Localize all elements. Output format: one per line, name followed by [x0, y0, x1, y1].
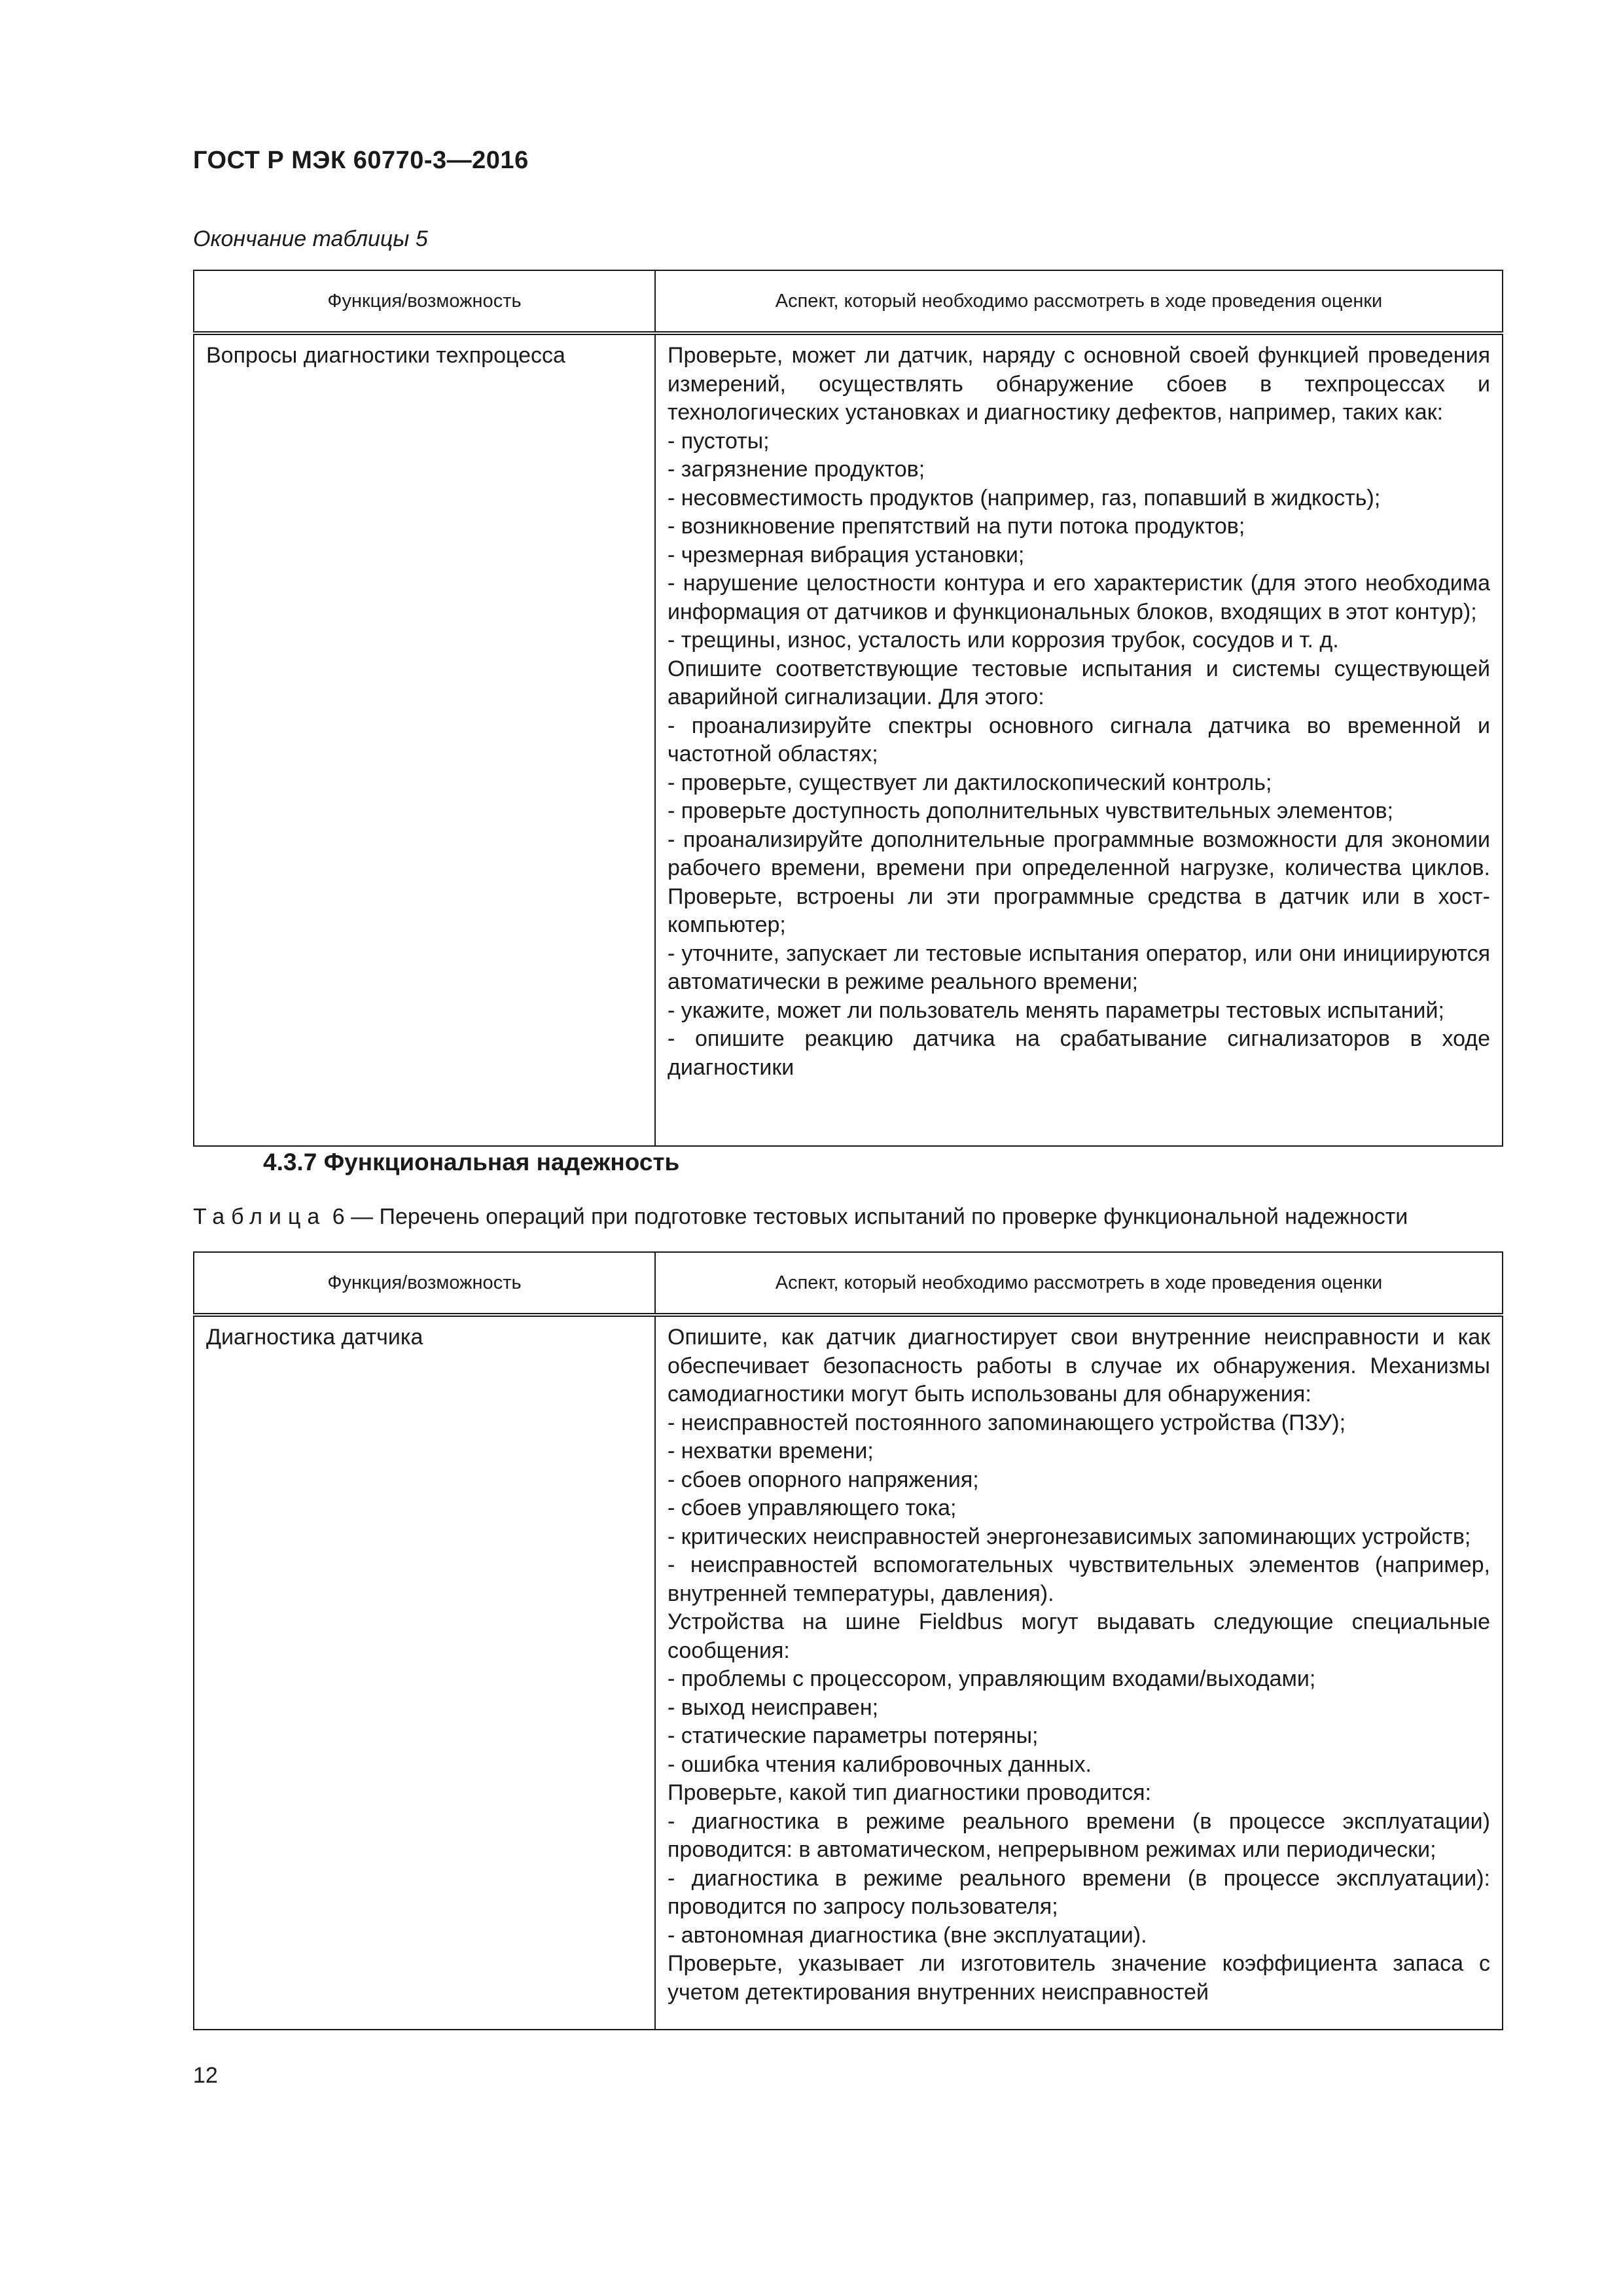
aspect-line: - уточните, запускает ли тестовые испытания оператор, или они инициируются автоматически в режиме реального времени;: [668, 941, 1490, 994]
table-5: [193, 270, 1503, 1147]
aspect-line: Опишите соответствующие тестовые испытания и системы существующей аварийной сигнализации. Для этого:: [668, 656, 1490, 709]
table6-function-cell: Диагностика датчика: [194, 1315, 655, 2030]
aspect-line: - укажите, может ли пользователь менять параметры тестовых испытаний;: [668, 997, 1444, 1023]
aspect-line: - проанализируйте дополнительные программные возможности для экономии рабочего времени, времени при определенной нагрузке, количества циклов. Проверьте, встроены ли эти программные средства в датчик или в хост-компьютер;: [668, 827, 1490, 937]
aspect-line: - ошибка чтения калибровочных данных.: [668, 1751, 1092, 1777]
table5-col-function: Функция/возможность: [194, 270, 655, 333]
aspect-line: Проверьте, какой тип диагностики проводится:: [668, 1780, 1152, 1805]
table6-caption-text: 6 — Перечень операций при подготовке тестовых испытаний по проверке функциональной надежности: [326, 1204, 1408, 1229]
aspect-line: - загрязнение продуктов;: [668, 457, 925, 482]
aspect-line: - проверьте доступность дополнительных чувствительных элементов;: [668, 798, 1393, 823]
table6-caption-label: Таблица: [193, 1204, 327, 1229]
aspect-line: - диагностика в режиме реального времени (в процессе эксплуатации): проводится по запросу пользователя;: [668, 1865, 1490, 1919]
aspect-line: - автономная диагностика (вне эксплуатации).: [668, 1922, 1147, 1948]
table6-aspect-cell: [655, 1315, 1503, 2030]
aspect-line: Опишите, как датчик диагностирует свои внутренние неисправности и как обеспечивает безопасность работы в случае их обнаружения. Механизмы самодиагностики могут быть использованы для обнаружения:: [668, 1325, 1490, 1407]
aspect-line: - трещины, износ, усталость или коррозия трубок, сосудов и т. д.: [668, 628, 1339, 653]
table5-aspect-cell: [655, 333, 1503, 1146]
aspect-line: - проблемы с процессором, управляющим входами/выходами;: [668, 1666, 1316, 1691]
aspect-line: - статические параметры потеряны;: [668, 1723, 1039, 1748]
table-row: [194, 333, 1503, 1146]
aspect-line: - выход неисправен;: [668, 1695, 879, 1720]
table5-col-aspect: Аспект, который необходимо рассмотреть в ходе проведения оценки: [655, 270, 1503, 333]
document-header: ГОСТ Р МЭК 60770-3—2016: [193, 147, 529, 174]
table-6: [193, 1251, 1503, 2030]
aspect-line: - сбоев управляющего тока;: [668, 1496, 957, 1520]
table5-function-cell: Вопросы диагностики техпроцесса: [194, 333, 655, 1146]
page-number: 12: [193, 2063, 218, 2088]
table6-col-aspect: Аспект, который необходимо рассмотреть в ходе проведения оценки: [655, 1252, 1503, 1315]
table6-caption: [193, 1204, 1502, 1230]
aspect-line: - возникновение препятствий на пути потока продуктов;: [668, 514, 1245, 539]
aspect-line: Проверьте, может ли датчик, наряду с основной своей функцией проведения измерений, осуществлять обнаружение сбоев в техпроцессах и технологических установках и диагностику дефектов, например, таких как:: [668, 343, 1490, 425]
table5-header-row: [194, 270, 1503, 333]
aspect-line: - пустоты;: [668, 428, 770, 454]
section-title: 4.3.7 Функциональная надежность: [263, 1149, 680, 1175]
aspect-line: - опишите реакцию датчика на срабатывание сигнализаторов в ходе диагностики: [668, 1026, 1490, 1080]
aspect-line: - нехватки времени;: [668, 1439, 874, 1463]
table5-caption: Окончание таблицы 5: [193, 226, 428, 251]
table-row: [194, 1315, 1503, 2030]
aspect-line: Проверьте, указывает ли изготовитель значение коэффициента запаса с учетом детектирования внутренних неисправностей: [668, 1951, 1490, 2005]
aspect-line: - сбоев опорного напряжения;: [668, 1467, 979, 1492]
aspect-line: - диагностика в режиме реального времени (в процессе эксплуатации) проводится: в автоматическом, непрерывном режимах или периодически;: [668, 1808, 1490, 1862]
aspect-line: - чрезмерная вибрация установки;: [668, 542, 1025, 567]
aspect-line: - критических неисправностей энергонезависимых запоминающих устройств;: [668, 1524, 1471, 1549]
aspect-line: - неисправностей вспомогательных чувствительных элементов (например, внутренней температуры, давления).: [668, 1552, 1490, 1606]
table6-col-function: Функция/возможность: [194, 1252, 655, 1315]
aspect-line: - нарушение целостности контура и его характеристик (для этого необходима информация от датчиков и функциональных блоков, входящих в этот контур);: [668, 571, 1490, 624]
aspect-line: Устройства на шине Fieldbus могут выдавать следующие специальные сообщения:: [668, 1609, 1490, 1663]
aspect-line: - несовместимость продуктов (например, газ, попавший в жидкость);: [668, 485, 1381, 511]
table6-header-row: [194, 1252, 1503, 1315]
aspect-line: - проверьте, существует ли дактилоскопический контроль;: [668, 770, 1272, 795]
aspect-line: - неисправностей постоянного запоминающего устройства (ПЗУ);: [668, 1410, 1346, 1435]
aspect-line: - проанализируйте спектры основного сигнала датчика во временной и частотной областях;: [668, 713, 1490, 766]
